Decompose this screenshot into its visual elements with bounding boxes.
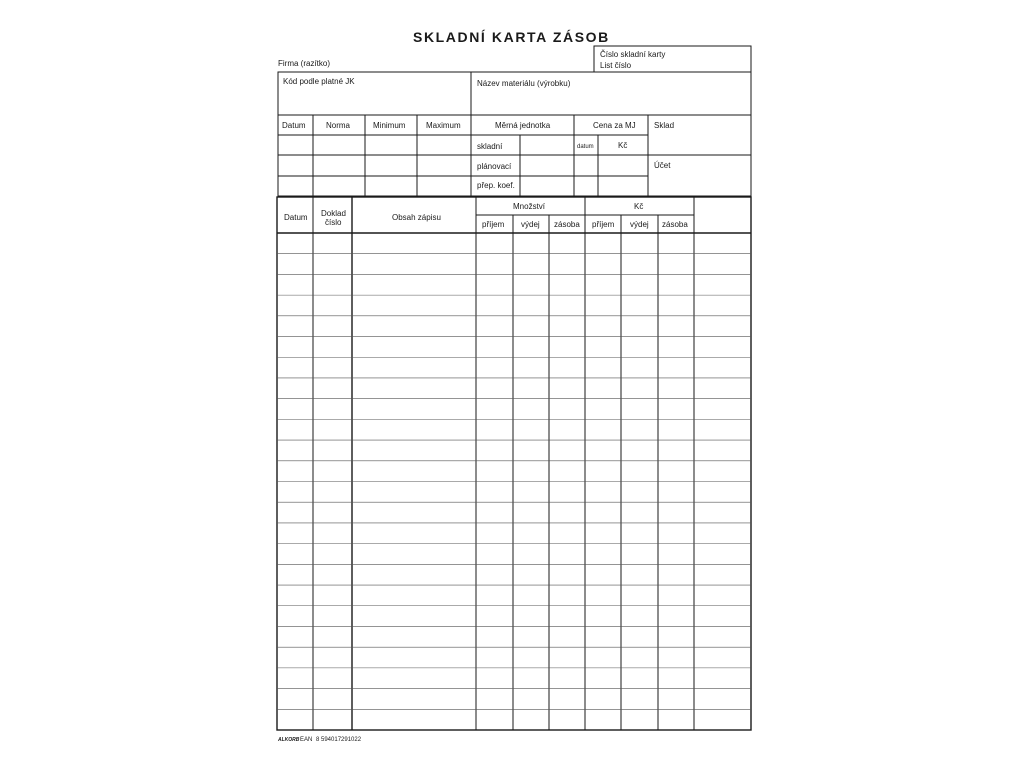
ledger-rows: [277, 254, 751, 710]
czk-receipt-header: příjem: [592, 220, 615, 229]
entry-content-header: Obsah zápisu: [392, 213, 441, 222]
price-czk-label: Kč: [618, 141, 628, 150]
list-number-label: List číslo: [600, 61, 632, 70]
warehouse-label: Sklad: [654, 121, 675, 130]
czk-header: Kč: [634, 202, 644, 211]
ledger-table: [277, 197, 751, 730]
qty-stock-header: zásoba: [554, 220, 580, 229]
unit-row-skladni: skladní: [477, 142, 503, 151]
ean-label: EAN: [300, 737, 313, 743]
card-number-box: [594, 46, 751, 72]
ledger-date-header: Datum: [284, 213, 308, 222]
norm-header: Norma: [326, 121, 351, 130]
code-name-box: [278, 72, 751, 115]
footer: [277, 737, 362, 743]
qty-issue-header: výdej: [521, 220, 540, 229]
czk-stock-header: zásoba: [662, 220, 688, 229]
minimum-header: Minimum: [373, 121, 406, 130]
jk-code-label: Kód podle platné JK: [283, 77, 355, 86]
document-header-2: číslo: [325, 218, 342, 227]
unit-header: Měrná jednotka: [495, 121, 551, 130]
firm-stamp-label: Firma (razítko): [278, 59, 330, 68]
qty-receipt-header: příjem: [482, 220, 505, 229]
norm-date-header: Datum: [282, 121, 306, 130]
unit-row-koef: přep. koef.: [477, 181, 515, 190]
document-header-1: Doklad: [321, 209, 346, 218]
quantity-header: Množství: [513, 202, 546, 211]
publisher-logo: ALKORB: [278, 737, 300, 743]
card-number-label: Číslo skladní karty: [600, 50, 666, 59]
unit-row-planovaci: plánovací: [477, 162, 512, 171]
material-name-label: Název materiálu (výrobku): [477, 79, 571, 88]
czk-issue-header: výdej: [630, 220, 649, 229]
price-date-label: datum: [577, 144, 594, 150]
price-header: Cena za MJ: [593, 121, 636, 130]
maximum-header: Maximum: [426, 121, 461, 130]
form-title: SKLADNÍ KARTA ZÁSOB: [413, 29, 610, 45]
ean-code: 8 594017291022: [316, 737, 362, 743]
norm-section: [278, 115, 751, 196]
account-label: Účet: [654, 161, 671, 170]
